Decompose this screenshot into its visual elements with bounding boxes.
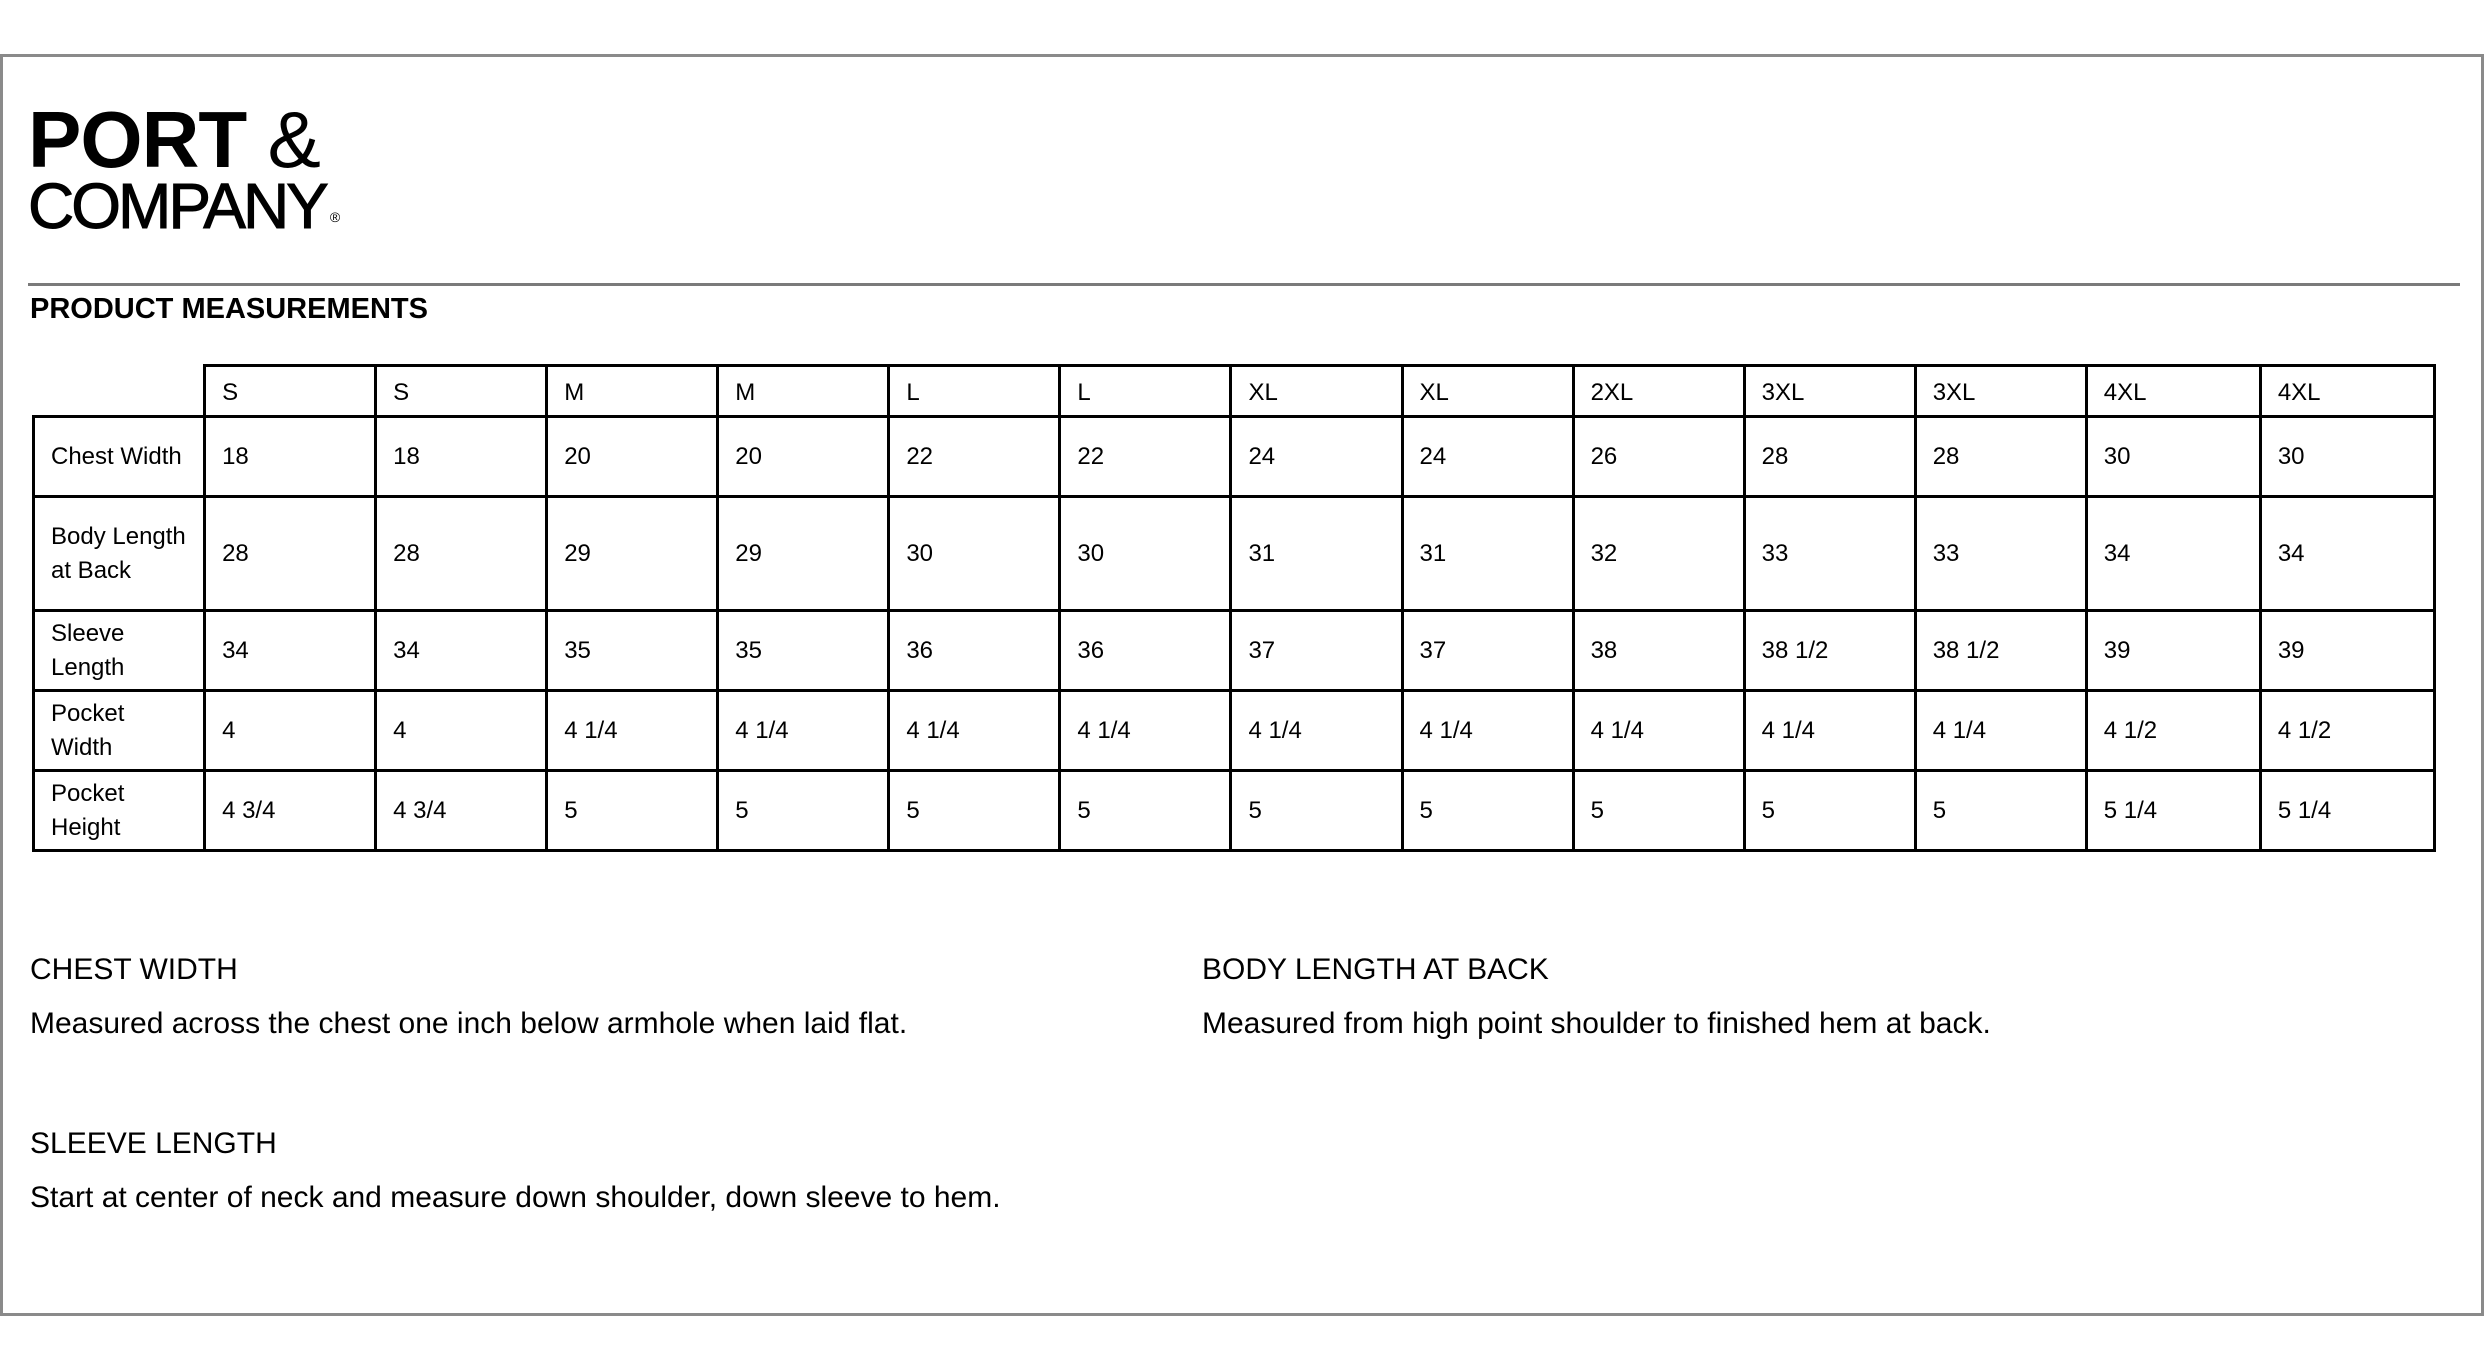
measurement-value: 35: [718, 611, 889, 691]
section-title: PRODUCT MEASUREMENTS: [30, 293, 428, 325]
measurement-value: 5: [1744, 771, 1915, 851]
measurement-value: 4 1/4: [1915, 691, 2086, 771]
measurement-row: [34, 691, 2435, 771]
header-divider: [28, 283, 2460, 286]
measurement-value: 4 3/4: [376, 771, 547, 851]
measurement-row: [34, 417, 2435, 497]
measurement-row: [34, 497, 2435, 611]
measurement-value: 30: [1060, 497, 1231, 611]
logo-ampersand: &: [267, 95, 320, 184]
logo-line-1: [28, 95, 340, 184]
measurement-value: 30: [2260, 417, 2434, 497]
measurement-label: Chest Width: [34, 417, 205, 497]
measurement-value: 28: [1915, 417, 2086, 497]
measurement-value: 30: [889, 497, 1060, 611]
definition-term: BODY LENGTH AT BACK: [1202, 953, 1549, 986]
size-chart-table: [32, 364, 2436, 852]
definition-description: Start at center of neck and measure down shoulder, down sleeve to hem.: [30, 1181, 1001, 1214]
size-header: XL: [1231, 366, 1402, 417]
measurement-value: 5 1/4: [2086, 771, 2260, 851]
size-header: M: [718, 366, 889, 417]
measurement-value: 37: [1231, 611, 1402, 691]
measurement-value: 4 1/4: [1744, 691, 1915, 771]
measurement-value: 32: [1573, 497, 1744, 611]
measurement-value: 36: [889, 611, 1060, 691]
measurement-value: 38 1/2: [1744, 611, 1915, 691]
measurement-value: 20: [718, 417, 889, 497]
measurement-value: 38: [1573, 611, 1744, 691]
measurement-row: [34, 611, 2435, 691]
definition-chest-width: [30, 952, 907, 1042]
measurement-value: 4: [205, 691, 376, 771]
measurement-value: 4 1/4: [889, 691, 1060, 771]
size-header: XL: [1402, 366, 1573, 417]
measurement-value: 34: [376, 611, 547, 691]
measurement-value: 22: [889, 417, 1060, 497]
measurement-value: 5: [1915, 771, 2086, 851]
measurement-value: 31: [1402, 497, 1573, 611]
port-and-company-logo: [28, 95, 341, 247]
measurement-value: 39: [2260, 611, 2434, 691]
measurement-value: 4 1/4: [1573, 691, 1744, 771]
measurement-label: Pocket Width: [34, 691, 205, 771]
measurement-value: 5: [1060, 771, 1231, 851]
size-header: L: [889, 366, 1060, 417]
size-header: 2XL: [1573, 366, 1744, 417]
size-header: 4XL: [2260, 366, 2434, 417]
measurement-value: 28: [376, 497, 547, 611]
measurement-value: 5 1/4: [2260, 771, 2434, 851]
definition-description: Measured from high point shoulder to finished hem at back.: [1202, 1007, 1991, 1040]
size-header: 4XL: [2086, 366, 2260, 417]
definition-description: Measured across the chest one inch below armhole when laid flat.: [30, 1007, 908, 1040]
measurement-value: 18: [376, 417, 547, 497]
measurement-value: 4 3/4: [205, 771, 376, 851]
measurement-value: 4 1/4: [1060, 691, 1231, 771]
definition-sleeve-length: [30, 1126, 1001, 1216]
measurement-value: 5: [1402, 771, 1573, 851]
measurement-value: 34: [2260, 497, 2434, 611]
measurement-value: 24: [1231, 417, 1402, 497]
measurement-value: 33: [1915, 497, 2086, 611]
registered-mark: ®: [329, 209, 341, 225]
measurement-label: Sleeve Length: [34, 611, 205, 691]
measurement-value: 28: [205, 497, 376, 611]
measurement-value: 22: [1060, 417, 1231, 497]
measurement-value: 36: [1060, 611, 1231, 691]
measurement-value: 4 1/4: [547, 691, 718, 771]
logo-word-port: PORT: [28, 95, 247, 184]
measurement-value: 4: [376, 691, 547, 771]
size-header: 3XL: [1744, 366, 1915, 417]
measurement-value: 33: [1744, 497, 1915, 611]
measurement-value: 4 1/4: [718, 691, 889, 771]
measurement-value: 35: [547, 611, 718, 691]
measurement-value: 4 1/2: [2086, 691, 2260, 771]
measurement-value: 5: [1231, 771, 1402, 851]
definition-term: CHEST WIDTH: [30, 953, 238, 986]
measurement-row: [34, 771, 2435, 851]
logo-word-company: COMPANY: [28, 170, 326, 242]
measurement-value: 31: [1231, 497, 1402, 611]
measurement-value: 26: [1573, 417, 1744, 497]
measurement-value: 34: [2086, 497, 2260, 611]
size-header: M: [547, 366, 718, 417]
measurement-value: 4 1/4: [1231, 691, 1402, 771]
size-header: L: [1060, 366, 1231, 417]
size-header: S: [205, 366, 376, 417]
measurement-value: 5: [1573, 771, 1744, 851]
measurement-value: 5: [547, 771, 718, 851]
measurement-value: 4 1/4: [1402, 691, 1573, 771]
measurement-value: 38 1/2: [1915, 611, 2086, 691]
size-header: S: [376, 366, 547, 417]
measurement-label: Pocket Height: [34, 771, 205, 851]
size-header-row: [34, 366, 2435, 417]
measurement-value: 24: [1402, 417, 1573, 497]
size-header: 3XL: [1915, 366, 2086, 417]
measurement-value: 4 1/2: [2260, 691, 2434, 771]
measurement-value: 37: [1402, 611, 1573, 691]
definition-term: SLEEVE LENGTH: [30, 1127, 277, 1160]
measurement-value: 29: [547, 497, 718, 611]
measurement-value: 20: [547, 417, 718, 497]
measurement-value: 5: [718, 771, 889, 851]
logo-line-2: [28, 170, 341, 247]
corner-cell: [34, 366, 205, 417]
measurement-value: 34: [205, 611, 376, 691]
measurement-value: 30: [2086, 417, 2260, 497]
measurement-value: 28: [1744, 417, 1915, 497]
definition-body-length: [1202, 952, 1991, 1042]
measurement-label: Body Length at Back: [34, 497, 205, 611]
measurement-value: 39: [2086, 611, 2260, 691]
measurement-value: 18: [205, 417, 376, 497]
measurement-value: 29: [718, 497, 889, 611]
measurement-value: 5: [889, 771, 1060, 851]
